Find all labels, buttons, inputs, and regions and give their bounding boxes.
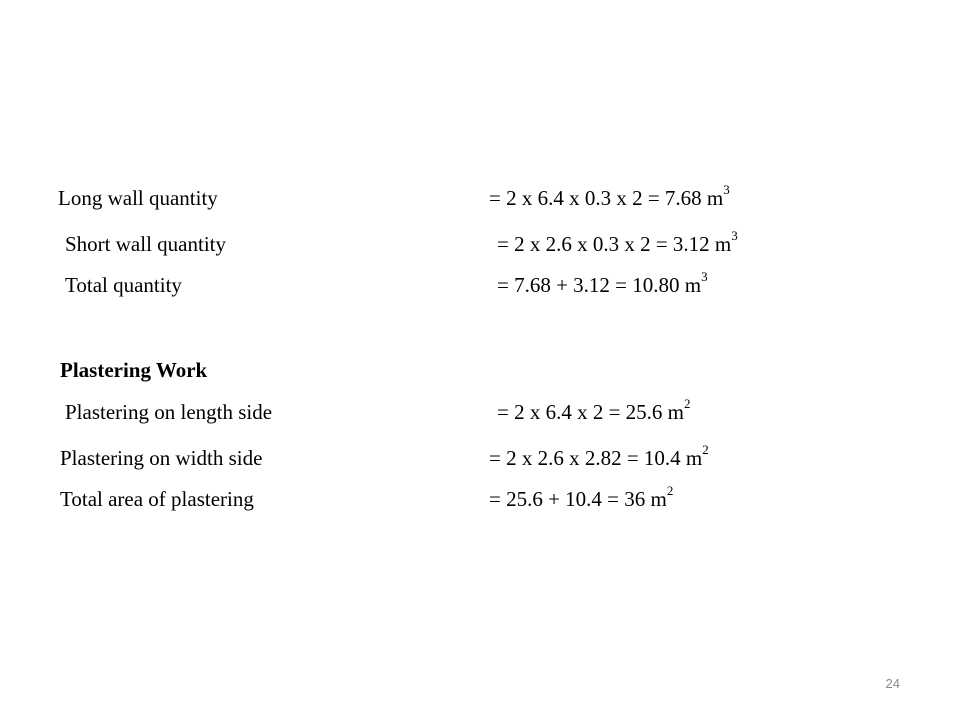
plastering-heading: Plastering Work bbox=[60, 358, 208, 382]
long-wall-unit-power: 3 bbox=[723, 182, 730, 197]
total-quantity-value-text: = 7.68 + 3.12 = 10.80 m bbox=[497, 273, 702, 297]
short-wall-value-text: = 2 x 2.6 x 0.3 x 2 = 3.12 m bbox=[497, 232, 732, 256]
total-quantity-row bbox=[58, 270, 858, 300]
total-quantity-value bbox=[497, 270, 708, 300]
plastering-heading-row bbox=[58, 355, 858, 385]
length-side-row bbox=[58, 397, 858, 427]
width-side-unit-power: 2 bbox=[702, 442, 709, 457]
total-area-value bbox=[489, 484, 673, 514]
length-side-value-text: = 2 x 6.4 x 2 = 25.6 m bbox=[497, 400, 685, 424]
page-number: 24 bbox=[885, 676, 900, 691]
width-side-value-text: = 2 x 2.6 x 2.82 = 10.4 m bbox=[489, 446, 703, 470]
total-area-value-text: = 25.6 + 10.4 = 36 m bbox=[489, 487, 667, 511]
short-wall-value bbox=[497, 229, 738, 259]
length-side-value bbox=[497, 397, 691, 427]
short-wall-label: Short wall quantity bbox=[65, 232, 226, 256]
short-wall-unit-power: 3 bbox=[731, 228, 738, 243]
width-side-row bbox=[58, 443, 858, 473]
total-quantity-unit-power: 3 bbox=[701, 269, 708, 284]
length-side-label: Plastering on length side bbox=[65, 400, 273, 424]
long-wall-value-text: = 2 x 6.4 x 0.3 x 2 = 7.68 m bbox=[489, 186, 724, 210]
total-area-label: Total area of plastering bbox=[60, 487, 254, 511]
total-quantity-label: Total quantity bbox=[65, 273, 182, 297]
width-side-label: Plastering on width side bbox=[60, 446, 263, 470]
short-wall-row bbox=[58, 229, 858, 259]
total-area-row bbox=[58, 484, 858, 514]
long-wall-label: Long wall quantity bbox=[58, 186, 218, 210]
long-wall-value bbox=[489, 183, 730, 213]
long-wall-row bbox=[58, 183, 858, 213]
width-side-value bbox=[489, 443, 709, 473]
total-area-unit-power: 2 bbox=[666, 483, 674, 498]
length-side-unit-power: 2 bbox=[684, 396, 691, 411]
